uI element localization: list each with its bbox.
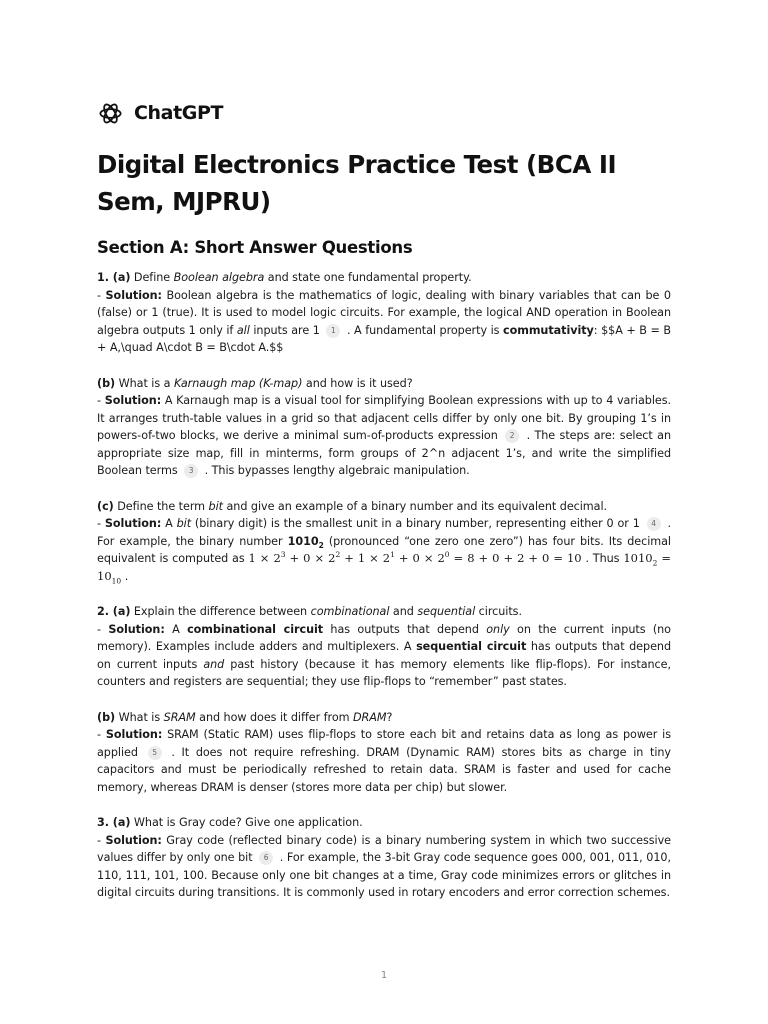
question-text: 2. (a) Explain the difference between combinational and sequential circuits. xyxy=(97,605,522,618)
solution-text: - Solution: Gray code (reflected binary code) is a binary numbering system in which two successive values differ by only one bit 6 . For example, the 3-bit Gray code sequence goes 000, 001, 011, 010, 110, 111, 101, 100. Because only one bit changes at a time, Gray code minimizes errors or glitches in digital circuits during transitions. It is commonly used in rotary encoders and error correction schemes. xyxy=(97,833,671,899)
citation-badge[interactable]: 4 xyxy=(647,517,661,531)
question-2b xyxy=(97,709,671,797)
solution-text: - Solution: A bit (binary digit) is the smallest unit in a binary number, representing either 0 or 1 4 . For example, the binary number $1010_2$ (pronounced “one zero one zero”) has four bits. Its decimal equivalent is computed as $1 \times 2^3 + 0 \times 2^2 + 1 \times 2^1 + 0 \times 2^0 = 8 + 0 + 2 + 0 = 10$ . Thus $1010_2 = 10_{10}$ . xyxy=(97,517,672,585)
document-page xyxy=(97,98,671,902)
solution-text: - Solution: Boolean algebra is the mathematics of logic, dealing with binary variables that can be 0 (false) or 1 (true). It is used to model logic circuits. For example, the logical AND operation in Boolean algebra outputs 1 only if all inputs are 1 1 . A fundamental property is commutativity: $$A + B = B + A,\quad A\cdot B = B\cdot A.$$ xyxy=(97,288,671,354)
citation-badge[interactable]: 1 xyxy=(326,324,340,338)
question-2a xyxy=(97,603,671,691)
brand-name: ChatGPT xyxy=(134,102,224,124)
question-text: 3. (a) What is Gray code? Give one application. xyxy=(97,816,363,829)
solution-text: - Solution: A combinational circuit has outputs that depend only on the current inputs (no memory). Examples include adders and multiplexers. A sequential circuit has outputs that depend on current inputs and past history (because it has memory elements like flip-flops). For instance, counters and registers are sequential; they use flip-flops to “remember” past states. xyxy=(97,622,671,688)
citation-badge[interactable]: 2 xyxy=(505,429,519,443)
document-title: Digital Electronics Practice Test (BCA II Sem, MJPRU) xyxy=(97,150,617,216)
question-text: (c) Define the term bit and give an example of a binary number and its equivalent decimal. xyxy=(97,499,608,513)
openai-logo-icon xyxy=(97,100,124,127)
question-1b xyxy=(97,375,671,480)
citation-badge[interactable]: 5 xyxy=(148,746,162,760)
solution-text: - Solution: A Karnaugh map is a visual tool for simplifying Boolean expressions with up to 4 variables. It arranges truth-table values in a grid so that adjacent cells differ by only one bit. By grouping 1’s in powers-of-two blocks, we derive a minimal sum-of-products expression 2 . The steps are: select an appropriate size map, fill in minterms, form groups of 2^n adjacent 1’s, and write the simplified Boolean terms 3 . This bypasses lengthy algebraic manipulation. xyxy=(97,394,671,477)
question-text: (b) What is a Karnaugh map (K-map) and how is it used? xyxy=(97,376,413,390)
question-1c xyxy=(97,498,671,586)
math-expression: $1 \times 2^3 + 0 \times 2^2 + 1 \times 2^1 + 0 \times 2^0 = 8 + 0 + 2 + 0 = 10$ xyxy=(248,550,582,565)
citation-badge[interactable]: 6 xyxy=(259,851,273,865)
question-1a xyxy=(97,269,671,357)
section-title: Section A: Short Answer Questions xyxy=(97,238,413,257)
solution-text: - Solution: SRAM (Static RAM) uses flip-flops to store each bit and retains data as long as power is applied 5 . It does not require refreshing. DRAM (Dynamic RAM) stores bits as charge in tiny capacitors and must be periodically refreshed to retain data. SRAM is faster and used for cache memory, whereas DRAM is denser (stores more data per chip) but slower. xyxy=(97,728,672,794)
math-expression: $1010_2 = 10_{10}$ xyxy=(97,551,672,585)
question-text: (b) What is SRAM and how does it differ from DRAM? xyxy=(97,710,393,724)
page-number: 1 xyxy=(380,970,388,981)
brand-header xyxy=(97,98,671,128)
question-3a xyxy=(97,814,671,902)
citation-badge[interactable]: 3 xyxy=(184,464,198,478)
question-text: 1. (a) Define Boolean algebra and state one fundamental property. xyxy=(97,271,472,284)
